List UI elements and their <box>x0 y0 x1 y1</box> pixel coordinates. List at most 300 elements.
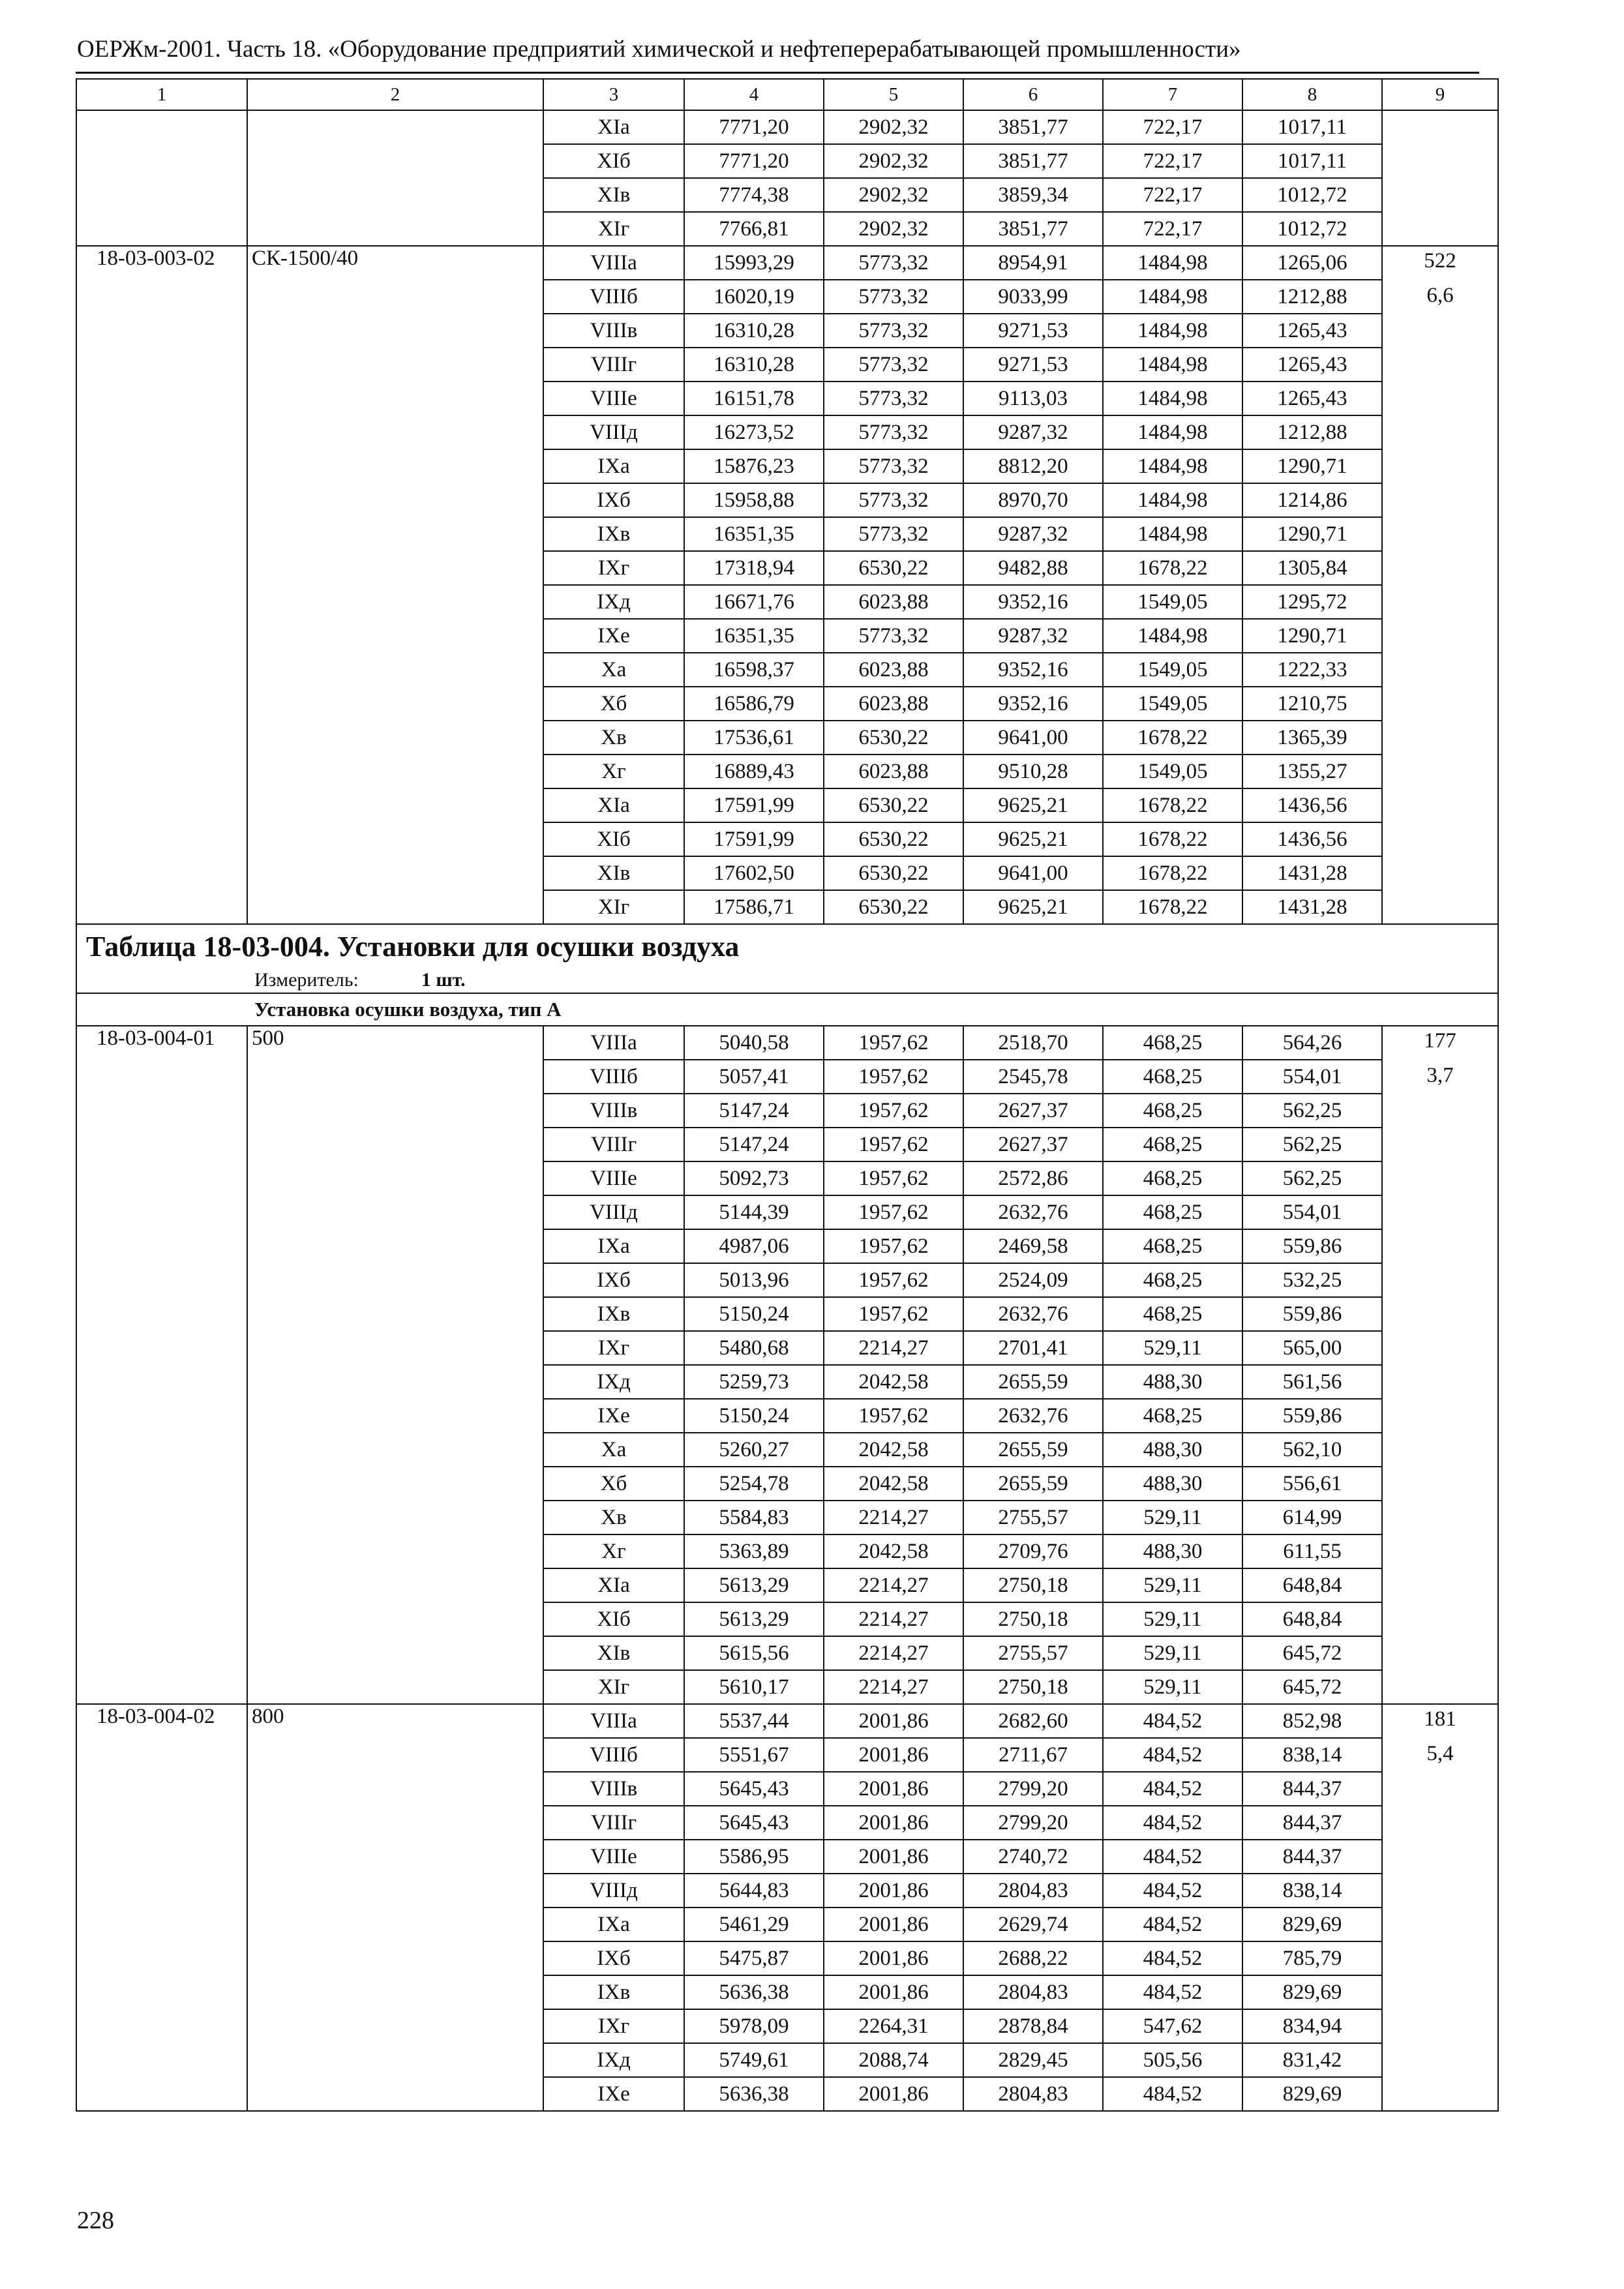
total-cost-cell: 17536,61 <box>684 721 824 755</box>
zone-cell: Xб <box>543 687 684 721</box>
table-row <box>76 1026 1498 1060</box>
materials-cell: 1222,33 <box>1242 653 1382 687</box>
total-cost-cell: 17591,99 <box>684 822 824 856</box>
driver-wages-cell: 468,25 <box>1103 1128 1242 1161</box>
driver-wages-cell: 468,25 <box>1103 1263 1242 1297</box>
machine-cost-cell: 9641,00 <box>963 856 1103 890</box>
machine-cost-cell: 2632,76 <box>963 1399 1103 1433</box>
total-cost-cell: 16671,76 <box>684 585 824 619</box>
wages-cell: 2001,86 <box>824 1975 963 2009</box>
driver-wages-cell: 484,52 <box>1103 2077 1242 2111</box>
driver-wages-cell: 1484,98 <box>1103 619 1242 653</box>
machine-cost-cell: 2655,59 <box>963 1467 1103 1501</box>
driver-wages-cell: 484,52 <box>1103 1738 1242 1772</box>
total-cost-cell: 17586,71 <box>684 890 824 924</box>
wages-cell: 1957,62 <box>824 1297 963 1331</box>
machine-cost-cell: 3851,77 <box>963 144 1103 178</box>
wages-cell: 5773,32 <box>824 619 963 653</box>
materials-cell: 532,25 <box>1242 1263 1382 1297</box>
column-number: 5 <box>824 79 963 110</box>
driver-wages-cell: 1484,98 <box>1103 246 1242 280</box>
total-cost-cell: 5613,29 <box>684 1602 824 1636</box>
materials-cell: 1295,72 <box>1242 585 1382 619</box>
total-cost-cell: 16151,78 <box>684 382 824 415</box>
column-number: 9 <box>1382 79 1498 110</box>
machine-cost-cell: 3851,77 <box>963 212 1103 246</box>
column-number: 3 <box>543 79 684 110</box>
total-cost-cell: 5092,73 <box>684 1161 824 1195</box>
labor-hours: 181 <box>1424 1707 1456 1731</box>
total-cost-cell: 5040,58 <box>684 1026 824 1060</box>
materials-cell: 844,37 <box>1242 1806 1382 1840</box>
wages-cell: 5773,32 <box>824 280 963 314</box>
total-cost-cell: 5254,78 <box>684 1467 824 1501</box>
name-cell: 500 <box>247 1026 543 1704</box>
zone-cell: XIг <box>543 890 684 924</box>
materials-cell: 561,56 <box>1242 1365 1382 1399</box>
zone-cell: Xг <box>543 755 684 788</box>
wages-cell: 6530,22 <box>824 856 963 890</box>
zone-cell: XIб <box>543 1602 684 1636</box>
machine-cost-cell: 9482,88 <box>963 551 1103 585</box>
wages-cell: 2214,27 <box>824 1568 963 1602</box>
total-cost-cell: 5645,43 <box>684 1806 824 1840</box>
machine-cost-cell: 2572,86 <box>963 1161 1103 1195</box>
zone-cell: IXб <box>543 483 684 517</box>
wages-cell: 2902,32 <box>824 212 963 246</box>
zone-cell: IXе <box>543 619 684 653</box>
machine-cost-cell: 2804,83 <box>963 2077 1103 2111</box>
materials-cell: 1212,88 <box>1242 415 1382 449</box>
materials-cell: 1265,43 <box>1242 314 1382 348</box>
materials-cell: 562,10 <box>1242 1433 1382 1467</box>
materials-cell: 838,14 <box>1242 1874 1382 1908</box>
driver-wages-cell: 468,25 <box>1103 1026 1242 1060</box>
wages-cell: 2264,31 <box>824 2009 963 2043</box>
driver-wages-cell: 484,52 <box>1103 1806 1242 1840</box>
wages-cell: 5773,32 <box>824 314 963 348</box>
materials-cell: 645,72 <box>1242 1670 1382 1704</box>
materials-cell: 1265,43 <box>1242 348 1382 382</box>
zone-cell: VIIIв <box>543 1772 684 1806</box>
wages-cell: 1957,62 <box>824 1399 963 1433</box>
driver-wages-cell: 1678,22 <box>1103 822 1242 856</box>
materials-cell: 829,69 <box>1242 2077 1382 2111</box>
zone-cell: IXв <box>543 517 684 551</box>
materials-cell: 565,00 <box>1242 1331 1382 1365</box>
total-cost-cell: 5636,38 <box>684 2077 824 2111</box>
column-number: 4 <box>684 79 824 110</box>
zone-cell: VIIIв <box>543 1094 684 1128</box>
machine-cost-cell: 9625,21 <box>963 788 1103 822</box>
zone-cell: VIIIг <box>543 1128 684 1161</box>
driver-wages-cell: 1484,98 <box>1103 348 1242 382</box>
driver-wages-cell: 488,30 <box>1103 1433 1242 1467</box>
machine-cost-cell: 9510,28 <box>963 755 1103 788</box>
driver-wages-cell: 488,30 <box>1103 1534 1242 1568</box>
zone-cell: IXв <box>543 1297 684 1331</box>
code-cell: 18-03-004-02 <box>76 1704 247 2111</box>
column-number: 6 <box>963 79 1103 110</box>
driver-wages-cell: 484,52 <box>1103 1941 1242 1975</box>
driver-wages-cell: 488,30 <box>1103 1365 1242 1399</box>
machine-cost-cell: 2750,18 <box>963 1568 1103 1602</box>
zone-cell: VIIIе <box>543 382 684 415</box>
machine-cost-cell: 2804,83 <box>963 1975 1103 2009</box>
materials-cell: 648,84 <box>1242 1602 1382 1636</box>
wages-cell: 2902,32 <box>824 144 963 178</box>
materials-cell: 645,72 <box>1242 1636 1382 1670</box>
machine-cost-cell: 8954,91 <box>963 246 1103 280</box>
driver-wages-cell: 1549,05 <box>1103 653 1242 687</box>
name-cell <box>247 110 543 246</box>
total-cost-cell: 7774,38 <box>684 178 824 212</box>
wages-cell: 1957,62 <box>824 1060 963 1094</box>
materials-cell: 829,69 <box>1242 1908 1382 1941</box>
materials-cell: 844,37 <box>1242 1772 1382 1806</box>
table-row <box>76 110 1498 144</box>
materials-cell: 1290,71 <box>1242 517 1382 551</box>
wages-cell: 6530,22 <box>824 721 963 755</box>
machine-cost-cell: 2829,45 <box>963 2043 1103 2077</box>
machine-cost-cell: 2799,20 <box>963 1772 1103 1806</box>
total-cost-cell: 16310,28 <box>684 314 824 348</box>
column-number: 1 <box>76 79 247 110</box>
total-cost-cell: 16273,52 <box>684 415 824 449</box>
machine-cost-cell: 2627,37 <box>963 1128 1103 1161</box>
table-title: Таблица 18-03-004. Установки для осушки воздуха <box>76 924 1498 968</box>
wages-cell: 6023,88 <box>824 653 963 687</box>
zone-cell: IXд <box>543 2043 684 2077</box>
driver-wages-cell: 529,11 <box>1103 1501 1242 1534</box>
driver-wages-cell: 1484,98 <box>1103 382 1242 415</box>
total-cost-cell: 5260,27 <box>684 1433 824 1467</box>
driver-wages-cell: 468,25 <box>1103 1195 1242 1229</box>
total-cost-cell: 17591,99 <box>684 788 824 822</box>
machine-cost-cell: 2711,67 <box>963 1738 1103 1772</box>
table-row <box>76 1704 1498 1738</box>
subtitle-row <box>76 993 1498 1026</box>
driver-wages-cell: 722,17 <box>1103 110 1242 144</box>
driver-wages-cell: 529,11 <box>1103 1670 1242 1704</box>
machine-cost-cell: 2799,20 <box>963 1806 1103 1840</box>
driver-wages-cell: 484,52 <box>1103 1704 1242 1738</box>
column-number: 8 <box>1242 79 1382 110</box>
header-rule <box>76 72 1479 74</box>
driver-wages-cell: 468,25 <box>1103 1094 1242 1128</box>
materials-cell: 559,86 <box>1242 1399 1382 1433</box>
total-cost-cell: 5057,41 <box>684 1060 824 1094</box>
wages-cell: 6023,88 <box>824 585 963 619</box>
total-cost-cell: 5537,44 <box>684 1704 824 1738</box>
total-cost-cell: 5615,56 <box>684 1636 824 1670</box>
zone-cell: IXб <box>543 1941 684 1975</box>
materials-cell: 1265,43 <box>1242 382 1382 415</box>
wages-cell: 1957,62 <box>824 1229 963 1263</box>
name-cell: 800 <box>247 1704 543 2111</box>
zone-cell: IXв <box>543 1975 684 2009</box>
wages-cell: 2214,27 <box>824 1636 963 1670</box>
machine-cost-cell: 9287,32 <box>963 517 1103 551</box>
total-cost-cell: 5147,24 <box>684 1094 824 1128</box>
zone-cell: IXа <box>543 1908 684 1941</box>
wages-cell: 2902,32 <box>824 178 963 212</box>
driver-wages-cell: 1678,22 <box>1103 890 1242 924</box>
wages-cell: 6023,88 <box>824 755 963 788</box>
total-cost-cell: 5586,95 <box>684 1840 824 1874</box>
machine-cost-cell: 9352,16 <box>963 687 1103 721</box>
machine-cost-cell: 8970,70 <box>963 483 1103 517</box>
wages-cell: 5773,32 <box>824 382 963 415</box>
total-cost-cell: 16020,19 <box>684 280 824 314</box>
total-cost-cell: 5150,24 <box>684 1297 824 1331</box>
materials-cell: 556,61 <box>1242 1467 1382 1501</box>
machine-cost-cell: 2804,83 <box>963 1874 1103 1908</box>
wages-cell: 2001,86 <box>824 1908 963 1941</box>
total-cost-cell: 16889,43 <box>684 755 824 788</box>
total-cost-cell: 5636,38 <box>684 1975 824 2009</box>
zone-cell: VIIIб <box>543 1738 684 1772</box>
total-cost-cell: 16351,35 <box>684 517 824 551</box>
table-row <box>76 246 1498 280</box>
total-cost-cell: 5147,24 <box>684 1128 824 1161</box>
total-cost-cell: 7766,81 <box>684 212 824 246</box>
total-cost-cell: 4987,06 <box>684 1229 824 1263</box>
zone-cell: VIIIе <box>543 1161 684 1195</box>
materials-cell: 611,55 <box>1242 1534 1382 1568</box>
materials-cell: 1265,06 <box>1242 246 1382 280</box>
zone-cell: IXг <box>543 2009 684 2043</box>
zone-cell: IXе <box>543 2077 684 2111</box>
driver-wages-cell: 468,25 <box>1103 1399 1242 1433</box>
name-cell: СК-1500/40 <box>247 246 543 924</box>
zone-cell: IXа <box>543 1229 684 1263</box>
driver-wages-cell: 468,25 <box>1103 1297 1242 1331</box>
wages-cell: 1957,62 <box>824 1195 963 1229</box>
wages-cell: 2902,32 <box>824 110 963 144</box>
running-header: ОЕРЖм-2001. Часть 18. «Оборудование предприятий химической и нефтеперерабатывающей промышленности» <box>77 36 1241 63</box>
wages-cell: 2001,86 <box>824 1772 963 1806</box>
machine-cost-cell: 2740,72 <box>963 1840 1103 1874</box>
materials-cell: 1012,72 <box>1242 178 1382 212</box>
wages-cell: 5773,32 <box>824 348 963 382</box>
measure-value: 1 шт. <box>421 969 466 991</box>
driver-wages-cell: 468,25 <box>1103 1060 1242 1094</box>
total-cost-cell: 16310,28 <box>684 348 824 382</box>
wages-cell: 2214,27 <box>824 1331 963 1365</box>
wages-cell: 6530,22 <box>824 551 963 585</box>
materials-cell: 838,14 <box>1242 1738 1382 1772</box>
materials-cell: 559,86 <box>1242 1229 1382 1263</box>
driver-wages-cell: 1484,98 <box>1103 280 1242 314</box>
zone-cell: VIIIе <box>543 1840 684 1874</box>
machine-cost-cell: 9033,99 <box>963 280 1103 314</box>
machine-cost-cell: 2632,76 <box>963 1297 1103 1331</box>
zone-cell: XIб <box>543 144 684 178</box>
materials-cell: 559,86 <box>1242 1297 1382 1331</box>
zone-cell: XIв <box>543 856 684 890</box>
wages-cell: 2214,27 <box>824 1501 963 1534</box>
total-cost-cell: 5551,67 <box>684 1738 824 1772</box>
total-cost-cell: 16351,35 <box>684 619 824 653</box>
materials-cell: 1214,86 <box>1242 483 1382 517</box>
code-cell <box>76 110 247 246</box>
driver-wages-cell: 1678,22 <box>1103 788 1242 822</box>
total-cost-cell: 5259,73 <box>684 1365 824 1399</box>
zone-cell: VIIIа <box>543 246 684 280</box>
zone-cell: Xв <box>543 1501 684 1534</box>
labor-cell <box>1382 1704 1498 2111</box>
machine-cost-cell: 2655,59 <box>963 1433 1103 1467</box>
zone-cell: VIIIб <box>543 1060 684 1094</box>
machine-cost-cell: 9113,03 <box>963 382 1103 415</box>
zone-cell: Xб <box>543 1467 684 1501</box>
wages-cell: 5773,32 <box>824 517 963 551</box>
materials-cell: 1431,28 <box>1242 890 1382 924</box>
machine-cost-cell: 2750,18 <box>963 1670 1103 1704</box>
machine-cost-cell: 2518,70 <box>963 1026 1103 1060</box>
machine-cost-cell: 2469,58 <box>963 1229 1103 1263</box>
zone-cell: IXе <box>543 1399 684 1433</box>
materials-cell: 829,69 <box>1242 1975 1382 2009</box>
machine-cost-cell: 2524,09 <box>963 1263 1103 1297</box>
materials-cell: 1290,71 <box>1242 449 1382 483</box>
driver-wages-cell: 484,52 <box>1103 1874 1242 1908</box>
zone-cell: IXа <box>543 449 684 483</box>
driver-wages-cell: 1484,98 <box>1103 517 1242 551</box>
zone-cell: VIIIа <box>543 1704 684 1738</box>
driver-wages-cell: 484,52 <box>1103 1840 1242 1874</box>
driver-wages-cell: 1484,98 <box>1103 314 1242 348</box>
driver-wages-cell: 488,30 <box>1103 1467 1242 1501</box>
labor-cell <box>1382 110 1498 246</box>
machine-cost-cell: 2755,57 <box>963 1501 1103 1534</box>
driver-wages-cell: 529,11 <box>1103 1602 1242 1636</box>
machinist-hours: 6,6 <box>1426 284 1454 307</box>
materials-cell: 1017,11 <box>1242 110 1382 144</box>
wages-cell: 1957,62 <box>824 1128 963 1161</box>
wages-cell: 5773,32 <box>824 246 963 280</box>
wages-cell: 6023,88 <box>824 687 963 721</box>
wages-cell: 2088,74 <box>824 2043 963 2077</box>
driver-wages-cell: 1484,98 <box>1103 449 1242 483</box>
driver-wages-cell: 1678,22 <box>1103 856 1242 890</box>
wages-cell: 2001,86 <box>824 1738 963 1772</box>
materials-cell: 554,01 <box>1242 1195 1382 1229</box>
total-cost-cell: 5584,83 <box>684 1501 824 1534</box>
wages-cell: 2042,58 <box>824 1365 963 1399</box>
zone-cell: XIг <box>543 212 684 246</box>
materials-cell: 852,98 <box>1242 1704 1382 1738</box>
labor-hours: 522 <box>1424 249 1456 273</box>
driver-wages-cell: 722,17 <box>1103 144 1242 178</box>
total-cost-cell: 17318,94 <box>684 551 824 585</box>
total-cost-cell: 15958,88 <box>684 483 824 517</box>
code-cell: 18-03-004-01 <box>76 1026 247 1704</box>
driver-wages-cell: 722,17 <box>1103 212 1242 246</box>
measure-cell <box>76 968 1498 993</box>
driver-wages-cell: 529,11 <box>1103 1636 1242 1670</box>
materials-cell: 844,37 <box>1242 1840 1382 1874</box>
page-number: 228 <box>77 2207 114 2234</box>
materials-cell: 1436,56 <box>1242 788 1382 822</box>
machine-cost-cell: 2682,60 <box>963 1704 1103 1738</box>
machine-cost-cell: 8812,20 <box>963 449 1103 483</box>
materials-cell: 1365,39 <box>1242 721 1382 755</box>
zone-cell: VIIIв <box>543 314 684 348</box>
materials-cell: 1017,11 <box>1242 144 1382 178</box>
machine-cost-cell: 2655,59 <box>963 1365 1103 1399</box>
driver-wages-cell: 484,52 <box>1103 1908 1242 1941</box>
machine-cost-cell: 9271,53 <box>963 314 1103 348</box>
total-cost-cell: 17602,50 <box>684 856 824 890</box>
materials-cell: 554,01 <box>1242 1060 1382 1094</box>
total-cost-cell: 5013,96 <box>684 1263 824 1297</box>
labor-cell <box>1382 1026 1498 1704</box>
wages-cell: 2042,58 <box>824 1433 963 1467</box>
materials-cell: 831,42 <box>1242 2043 1382 2077</box>
materials-cell: 1305,84 <box>1242 551 1382 585</box>
zone-cell: XIг <box>543 1670 684 1704</box>
labor-hours: 177 <box>1424 1029 1456 1053</box>
driver-wages-cell: 484,52 <box>1103 1975 1242 2009</box>
wages-cell: 2001,86 <box>824 1806 963 1840</box>
machine-cost-cell: 2701,41 <box>963 1331 1103 1365</box>
machinist-hours: 3,7 <box>1426 1064 1454 1087</box>
machine-cost-cell: 9287,32 <box>963 415 1103 449</box>
wages-cell: 6530,22 <box>824 890 963 924</box>
zone-cell: Xв <box>543 721 684 755</box>
zone-cell: IXд <box>543 1365 684 1399</box>
labor-cell <box>1382 246 1498 924</box>
zone-cell: XIа <box>543 110 684 144</box>
machine-cost-cell: 2632,76 <box>963 1195 1103 1229</box>
total-cost-cell: 15993,29 <box>684 246 824 280</box>
materials-cell: 785,79 <box>1242 1941 1382 1975</box>
total-cost-cell: 5363,89 <box>684 1534 824 1568</box>
wages-cell: 2214,27 <box>824 1602 963 1636</box>
materials-cell: 614,99 <box>1242 1501 1382 1534</box>
machine-cost-cell: 9641,00 <box>963 721 1103 755</box>
machinist-hours: 5,4 <box>1426 1742 1454 1765</box>
materials-cell: 834,94 <box>1242 2009 1382 2043</box>
zone-cell: XIа <box>543 1568 684 1602</box>
measure-label: Измеритель: <box>254 969 359 991</box>
materials-cell: 1212,88 <box>1242 280 1382 314</box>
zone-cell: VIIIб <box>543 280 684 314</box>
zone-cell: VIIIа <box>543 1026 684 1060</box>
materials-cell: 562,25 <box>1242 1161 1382 1195</box>
wages-cell: 2042,58 <box>824 1534 963 1568</box>
zone-cell: XIа <box>543 788 684 822</box>
machine-cost-cell: 2709,76 <box>963 1534 1103 1568</box>
driver-wages-cell: 722,17 <box>1103 178 1242 212</box>
zone-cell: IXг <box>543 551 684 585</box>
total-cost-cell: 5610,17 <box>684 1670 824 1704</box>
total-cost-cell: 7771,20 <box>684 144 824 178</box>
driver-wages-cell: 529,11 <box>1103 1568 1242 1602</box>
machine-cost-cell: 9625,21 <box>963 890 1103 924</box>
machine-cost-cell: 2688,22 <box>963 1941 1103 1975</box>
machine-cost-cell: 2545,78 <box>963 1060 1103 1094</box>
driver-wages-cell: 484,52 <box>1103 1772 1242 1806</box>
wages-cell: 5773,32 <box>824 483 963 517</box>
wages-cell: 1957,62 <box>824 1161 963 1195</box>
column-number: 2 <box>247 79 543 110</box>
zone-cell: IXг <box>543 1331 684 1365</box>
materials-cell: 1355,27 <box>1242 755 1382 788</box>
zone-cell: VIIIд <box>543 1874 684 1908</box>
